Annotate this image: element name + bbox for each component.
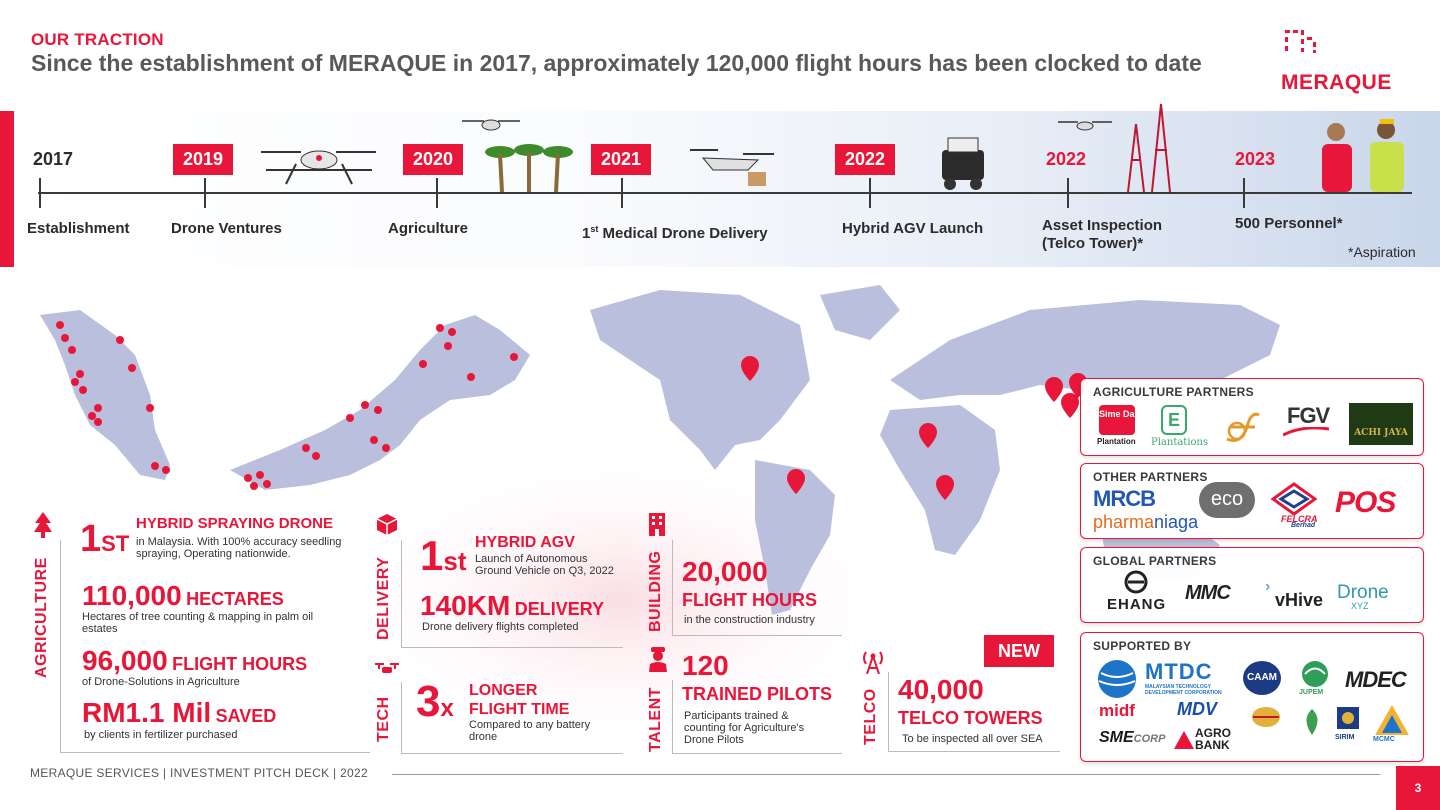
- global-partners-box: [1080, 547, 1424, 623]
- mpob-emblem-icon: [1295, 705, 1329, 739]
- delivery-km: 140KM DELIVERY: [420, 590, 605, 621]
- footer-text: MERAQUE SERVICES | INVESTMENT PITCH DECK | 2022: [30, 766, 368, 780]
- aspiration-note: *Aspiration: [1348, 244, 1416, 260]
- mmc-logo: MMC: [1185, 582, 1230, 604]
- timeline-axis: [38, 192, 1412, 194]
- milestone-label: 500 Personnel*: [1235, 215, 1343, 232]
- agrobank-logo: AGRO BANK: [1195, 726, 1231, 752]
- tree-icon: [34, 512, 52, 538]
- telco-desc: To be inspected all over SEA: [902, 733, 1043, 745]
- fgv-logo: FGV: [1287, 403, 1330, 428]
- telco-number: 40,000: [898, 674, 984, 705]
- pos-logo: POS: [1335, 486, 1396, 519]
- achi-jaya-logo: ACHI JAYA: [1349, 403, 1413, 445]
- sime-darby-logo: Sime Darby: [1099, 405, 1135, 435]
- agri-saved: RM1.1 Mil SAVED: [82, 697, 277, 728]
- agri-hectares: 110,000 HECTARES: [82, 580, 284, 611]
- kementerian-crest-icon: [1245, 705, 1287, 731]
- tech-label: TECH: [375, 696, 392, 742]
- talent-desc: Participants trained & counting for Agriculture's Drone Pilots: [684, 710, 805, 746]
- milestone-label: Asset Inspection (Telco Tower)*: [1042, 217, 1163, 252]
- talent-number: 120: [682, 650, 729, 681]
- vhive-logo: vHive: [1275, 590, 1324, 610]
- caam-logo: CAAM: [1243, 661, 1281, 695]
- page-title: Since the establishment of MERAQUE in 2017, approximately 120,000 flight hours has been clocked to date: [31, 50, 1202, 76]
- agri-first-desc: in Malaysia. With 100% accuracy seedling spraying, Operating nationwide.: [136, 536, 342, 560]
- f-swirl-logo-icon: [1221, 405, 1263, 445]
- tech-desc: Compared to any battery drone: [469, 719, 591, 743]
- milestone-label: 1st Medical Drone Delivery: [582, 224, 768, 242]
- felcra-logo: FELCRA: [1281, 514, 1318, 524]
- small-drone-icon: [460, 115, 522, 135]
- midf-logo: midf: [1099, 701, 1135, 720]
- mrcb-logo: MRCB: [1093, 486, 1155, 511]
- delivery-agv-desc: Launch of Autonomous Ground Vehicle on Q3, 2022: [475, 553, 614, 577]
- section-label: OUR TRACTION: [31, 30, 164, 49]
- package-icon: [376, 513, 398, 535]
- agri-hours: 96,000 FLIGHT HOURS: [82, 645, 308, 676]
- pilot-icon: [648, 646, 668, 672]
- supported-by-box: [1080, 632, 1424, 762]
- agri-first-number: 1ST: [80, 518, 130, 560]
- new-badge: NEW: [984, 635, 1054, 667]
- sirim-emblem-icon: [1335, 705, 1361, 735]
- building-unit: FLIGHT HOURS: [682, 590, 817, 610]
- agri-first-title: HYBRID SPRAYING DRONE: [136, 515, 333, 532]
- mtdc-sub2: DEVELOPMENT CORPORATION: [1145, 690, 1222, 696]
- agrobank-mark-icon: [1173, 729, 1195, 751]
- timeline-tick: [39, 178, 41, 208]
- mdec-logo: MDEC: [1345, 667, 1406, 692]
- mcmc-logo: MCMC: [1373, 736, 1395, 743]
- agri-hours-desc: of Drone-Solutions in Agriculture: [82, 676, 240, 688]
- delivery-label: DELIVERY: [375, 556, 392, 640]
- timeline-tick: [1243, 178, 1245, 208]
- vhive-mark-icon: ›: [1265, 578, 1271, 595]
- mtdc-globe-icon: [1095, 659, 1139, 699]
- sirim-logo: SIRIM: [1335, 734, 1355, 741]
- mcmc-triangle-icon: [1373, 703, 1411, 737]
- meraque-logo-icon: [1283, 28, 1323, 73]
- timeline-accent-bar: [0, 111, 14, 267]
- jupem-logo-icon: [1299, 659, 1331, 689]
- milestone-label: Establishment: [27, 220, 130, 237]
- felcra-sublogo: Berhad: [1291, 522, 1316, 529]
- jupem-logo: JUPEM: [1299, 689, 1324, 696]
- timeline-year-2023: 2023: [1235, 149, 1276, 169]
- other-partners-box: [1080, 463, 1424, 539]
- building-desc: in the construction industry: [684, 614, 815, 626]
- timeline-tick: [621, 178, 623, 208]
- felcra-logo-icon: [1271, 482, 1317, 516]
- tech-title: LONGER FLIGHT TIME: [469, 682, 570, 718]
- delivery-first-number: 1st: [420, 532, 467, 579]
- ehang-logo-icon: [1123, 570, 1149, 594]
- timeline-year-2017: 2017: [33, 149, 74, 169]
- drone-xyz-logo: Drone: [1337, 582, 1389, 603]
- milestone-label: Hybrid AGV Launch: [842, 220, 984, 237]
- timeline-tick: [204, 178, 206, 208]
- mtdc-sub1: MALAYSIAN TECHNOLOGY: [1145, 684, 1211, 690]
- agriculture-partners-box: [1080, 378, 1424, 456]
- milestone-label: Agriculture: [388, 220, 469, 237]
- fgv-swoosh-icon: [1283, 427, 1329, 437]
- agv-robot-icon: [936, 134, 990, 192]
- palm-trees-icon: [484, 140, 574, 192]
- tech-number: 3x: [416, 677, 454, 726]
- delivery-km-desc: Drone delivery flights completed: [422, 621, 579, 633]
- building-number: 20,000: [682, 556, 768, 587]
- eco-logo: eco: [1199, 482, 1255, 518]
- mdv-logo: MDV: [1177, 699, 1217, 719]
- supported-by-title: SUPPORTED BY: [1093, 639, 1192, 653]
- meraque-logo-text: MERAQUE: [1281, 71, 1392, 94]
- timeline-tick: [436, 178, 438, 208]
- agri-saved-desc: by clients in fertilizer purchased: [84, 729, 238, 741]
- telco-label: TELCO: [862, 688, 879, 745]
- global-partners-title: GLOBAL PARTNERS: [1093, 554, 1217, 568]
- plantations-logo-icon: E: [1161, 405, 1187, 435]
- mtdc-logo: MTDC: [1145, 659, 1213, 684]
- plantations-logo: Plantations: [1151, 437, 1209, 448]
- drone-icon: [375, 661, 399, 679]
- pharmaniaga-logo: pharmaniaga: [1093, 512, 1199, 532]
- footer-divider: [392, 774, 1380, 775]
- timeline-year-2022-b: 2022: [1046, 149, 1087, 169]
- timeline-year-2021: 2021: [591, 144, 651, 175]
- building-icon: [648, 512, 666, 536]
- talent-unit: TRAINED PILOTS: [682, 684, 833, 704]
- other-partners-title: OTHER PARTNERS: [1093, 470, 1208, 484]
- telco-unit: TELCO TOWERS: [898, 708, 1043, 728]
- drone-xyz-sublogo: XYZ: [1351, 601, 1369, 611]
- agriculture-partners-title: AGRICULTURE PARTNERS: [1093, 385, 1254, 399]
- agriculture-label: AGRICULTURE: [33, 557, 50, 678]
- timeline-tick: [869, 178, 871, 208]
- page-number: 3: [1396, 766, 1440, 810]
- delivery-agv-title: HYBRID AGV: [475, 534, 575, 551]
- telco-tower-icon: [1056, 100, 1176, 192]
- sime-darby-sublogo: Plantation: [1097, 437, 1136, 446]
- timeline-year-2020: 2020: [403, 144, 463, 175]
- building-label: BUILDING: [647, 550, 664, 632]
- timeline-year-2022: 2022: [835, 144, 895, 175]
- timeline-year-2019: 2019: [173, 144, 233, 175]
- delivery-drone-icon: [688, 140, 778, 190]
- ehang-logo: EHANG: [1107, 596, 1167, 613]
- spraying-drone-icon: [256, 142, 382, 188]
- smecorp-logo: SMECORP: [1099, 729, 1166, 746]
- milestone-label: Drone Ventures: [171, 220, 282, 237]
- talent-label: TALENT: [647, 687, 664, 752]
- antenna-icon: [862, 648, 884, 674]
- agri-hectares-desc: Hectares of tree counting & mapping in palm oil estates: [82, 611, 314, 635]
- personnel-icon: [1306, 116, 1412, 192]
